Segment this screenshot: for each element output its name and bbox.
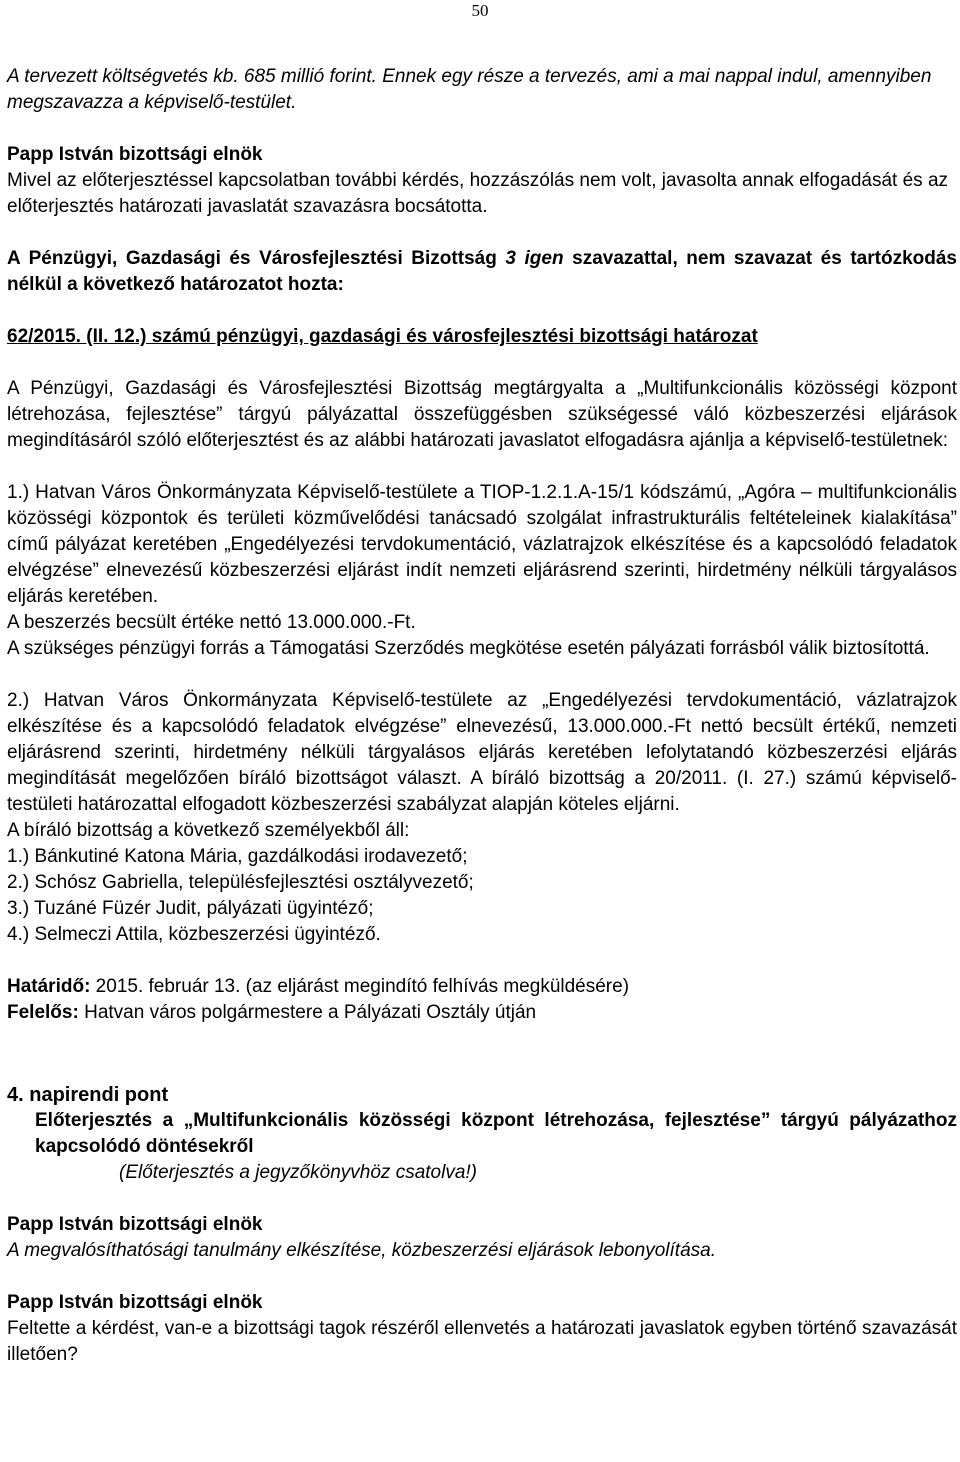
speaker-name: Papp István bizottsági elnök [7,144,263,165]
resolution-item-1: 1.) Hatvan Város Önkormányzata Képviselő-testülete a TIOP-1.2.1.A-15/1 kódszámú, „Agóra – multifunkcionális közösségi központok és területi közművelődési tanácsadó szolgálat infrastrukturális feltételeinek kialakítása” című pályázat keretében „Engedélyezési tervdokumentáció, vázlatrajzok elkészítése és a kapcsolódó feladatok elvégzése” elnevezésű közbeszerzési eljárást indít nemzeti eljárásrend szerinti, hirdetmény nélküli tárgyalásos eljárás keretében. [7,482,957,607]
resolution-intro: A Pénzügyi, Gazdasági és Városfejlesztési Bizottság megtárgyalta a „Multifunkcionális közösségi központ létrehozása, fejlesztése” tárgyú pályázattal összefüggésben szükségessé váló közbeszerzési eljárások megindításáról szóló előterjesztést és az alábbi határozati javaslatot elfogadásra ajánlja a képviselő-testületnek: [7,378,957,451]
committee-member: 1.) Bánkutiné Katona Mária, gazdálkodási irodavezető; [7,846,468,867]
deadline: Határidő: 2015. február 13. (az eljárást megindító felhívás megküldésére) [7,976,630,997]
speaker-text: Mivel az előterjesztéssel kapcsolatban további kérdés, hozzászólás nem volt, javasolta annak elfogadását és az előterjesztés határozati javaslatát szavazásra bocsátotta. [7,170,949,217]
document-body [7,64,957,1368]
responsible: Felelős: Hatvan város polgármestere a Pályázati Osztály útján [7,1002,537,1023]
committee-member: 2.) Schósz Gabriella, településfejlesztési osztályvezető; [7,872,474,893]
speaker-name: Papp István bizottsági elnök [7,1292,263,1313]
funding-text: A szükséges pénzügyi forrás a Támogatási Szerződés megkötése esetén pályázati forrásból válik biztosítottá. [7,638,930,659]
agenda-heading: 4. napirendi pont [7,1084,169,1106]
vote-statement: A Pénzügyi, Gazdasági és Városfejlesztési Bizottság 3 igen szavazattal, nem szavazat és tartózkodás nélkül a következő határozatot hozta: [7,248,957,295]
speaker-text: Feltette a kérdést, van-e a bizottsági tagok részéről ellenvetés a határozati javaslatok egyben történő szavazását illetően? [7,1318,957,1365]
resolution-title: 62/2015. (II. 12.) számú pénzügyi, gazdasági és városfejlesztési bizottsági határozat [7,326,758,347]
intro-text: A tervezett költségvetés kb. 685 millió forint. Ennek egy része a tervezés, ami a mai nappal indul, amennyiben megszavazza a képviselő-testület. [7,66,932,113]
committee-member: 3.) Tuzáné Füzér Judit, pályázati ügyintéző; [7,898,374,919]
agenda-note: (Előterjesztés a jegyzőkönyvhöz csatolva!) [119,1162,477,1183]
committee-members-intro: A bíráló bizottság a következő személyekből áll: [7,820,410,841]
estimated-value: A beszerzés becsült értéke nettó 13.000.000.-Ft. [7,612,416,633]
committee-member: 4.) Selmeczi Attila, közbeszerzési ügyintéző. [7,924,381,945]
page-number: 50 [471,1,489,20]
speaker-text: A megvalósíthatósági tanulmány elkészítése, közbeszerzési eljárások lebonyolítása. [7,1240,717,1261]
agenda-title: Előterjesztés a „Multifunkcionális közösségi központ létrehozása, fejlesztése” tárgyú pályázathoz kapcsolódó döntésekről [35,1110,957,1157]
speaker-name: Papp István bizottsági elnök [7,1214,263,1235]
resolution-item-2: 2.) Hatvan Város Önkormányzata Képviselő-testülete az „Engedélyezési tervdokumentáció, vázlatrajzok elkészítése és a kapcsolódó feladatok elvégzése” elnevezésű, 13.000.000.-Ft nettó becsült értékű, nemzeti eljárásrend szerinti, hirdetmény nélküli tárgyalásos eljárás keretében lefolytatandó közbeszerzési eljárás megindítását megelőzően bíráló bizottságot választ. A bíráló bizottság a 20/2011. (I. 27.) számú képviselő-testületi határozattal elfogadott közbeszerzési szabályzat alapján köteles eljárni. [7,690,957,815]
